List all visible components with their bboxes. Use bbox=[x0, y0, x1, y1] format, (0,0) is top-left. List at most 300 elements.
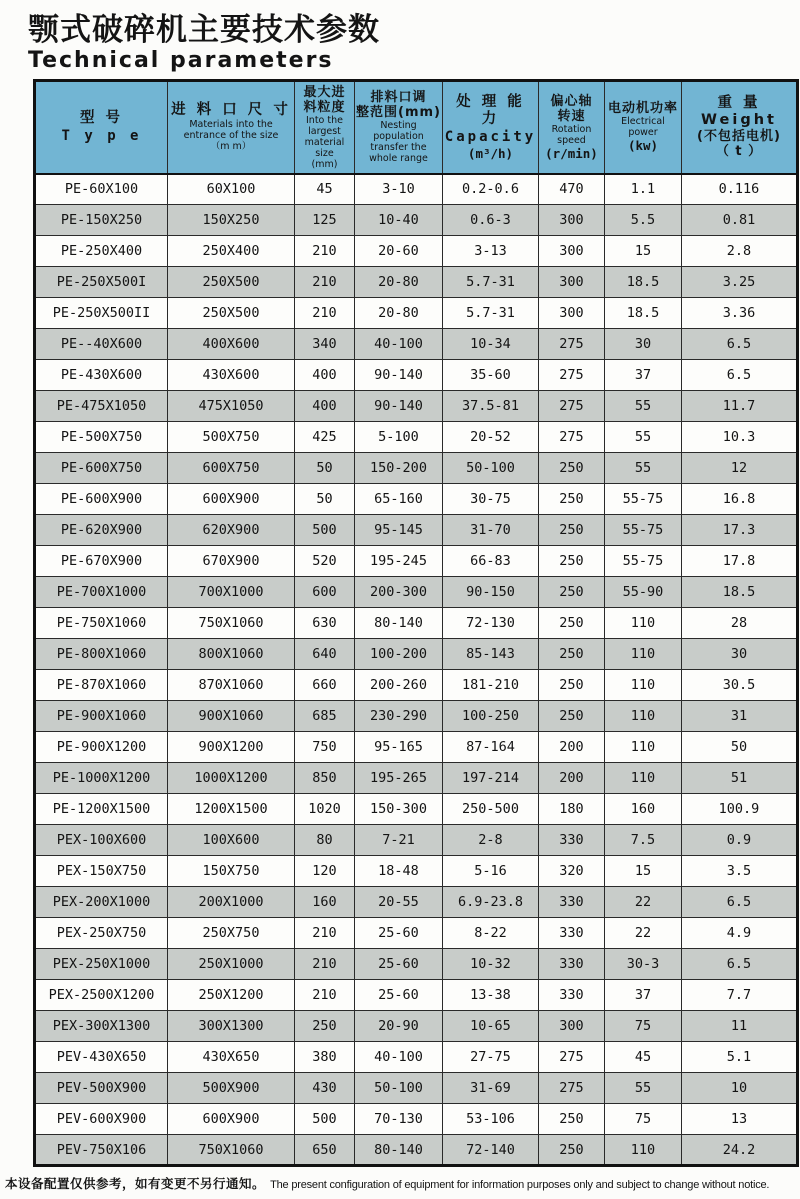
value-cell: 110 bbox=[605, 639, 682, 670]
col-header-feed-opening-cn: 进 料 口 尺 寸 bbox=[171, 102, 291, 119]
value-cell: 150X750 bbox=[168, 856, 295, 887]
value-cell: 13-38 bbox=[443, 980, 539, 1011]
table-row bbox=[35, 1104, 798, 1135]
model-cell: PE-670X900 bbox=[35, 546, 168, 577]
value-cell: 6.5 bbox=[682, 887, 798, 918]
value-cell: 65-160 bbox=[355, 484, 443, 515]
col-header-feed-opening bbox=[168, 80, 295, 174]
value-cell: 31-69 bbox=[443, 1073, 539, 1104]
value-cell: 22 bbox=[605, 887, 682, 918]
value-cell: 31 bbox=[682, 701, 798, 732]
value-cell: 51 bbox=[682, 763, 798, 794]
value-cell: 250-500 bbox=[443, 794, 539, 825]
value-cell: 7.7 bbox=[682, 980, 798, 1011]
value-cell: 5-100 bbox=[355, 422, 443, 453]
value-cell: 25-60 bbox=[355, 980, 443, 1011]
value-cell: 50-100 bbox=[443, 453, 539, 484]
col-header-discharge-range-en1: Nesting population bbox=[373, 120, 424, 143]
col-header-rotation-speed bbox=[539, 80, 605, 174]
col-header-rotation-speed-cn2: 转速 bbox=[557, 108, 586, 124]
value-cell: 300 bbox=[539, 236, 605, 267]
value-cell: 250 bbox=[539, 701, 605, 732]
value-cell: 210 bbox=[295, 298, 355, 329]
value-cell: 5.1 bbox=[682, 1042, 798, 1073]
value-cell: 300 bbox=[539, 205, 605, 236]
value-cell: 30-3 bbox=[605, 949, 682, 980]
col-header-feed-opening-unit: （m m） bbox=[210, 141, 252, 153]
value-cell: 250 bbox=[539, 670, 605, 701]
value-cell: 22 bbox=[605, 918, 682, 949]
value-cell: 10-40 bbox=[355, 205, 443, 236]
value-cell: 150-300 bbox=[355, 794, 443, 825]
value-cell: 660 bbox=[295, 670, 355, 701]
value-cell: 425 bbox=[295, 422, 355, 453]
model-cell: PE-150X250 bbox=[35, 205, 168, 236]
value-cell: 0.81 bbox=[682, 205, 798, 236]
model-cell: PE-1200X1500 bbox=[35, 794, 168, 825]
value-cell: 275 bbox=[539, 391, 605, 422]
value-cell: 50-100 bbox=[355, 1073, 443, 1104]
value-cell: 520 bbox=[295, 546, 355, 577]
value-cell: 3.36 bbox=[682, 298, 798, 329]
value-cell: 20-80 bbox=[355, 298, 443, 329]
value-cell: 18.5 bbox=[605, 298, 682, 329]
table-row bbox=[35, 484, 798, 515]
value-cell: 120 bbox=[295, 856, 355, 887]
value-cell: 250 bbox=[539, 484, 605, 515]
table-row bbox=[35, 732, 798, 763]
model-cell: PE-1000X1200 bbox=[35, 763, 168, 794]
value-cell: 200 bbox=[539, 763, 605, 794]
col-header-electrical-power-cn: 电动机功率 bbox=[607, 101, 678, 117]
value-cell: 250 bbox=[539, 639, 605, 670]
value-cell: 40-100 bbox=[355, 1042, 443, 1073]
value-cell: 250 bbox=[539, 608, 605, 639]
model-cell: PE--40X600 bbox=[35, 329, 168, 360]
header-row bbox=[35, 80, 798, 174]
value-cell: 18-48 bbox=[355, 856, 443, 887]
value-cell: 3.5 bbox=[682, 856, 798, 887]
col-header-rotation-speed-unit: (r/min) bbox=[545, 145, 598, 161]
value-cell: 18.5 bbox=[682, 577, 798, 608]
model-cell: PE-900X1060 bbox=[35, 701, 168, 732]
value-cell: 95-145 bbox=[355, 515, 443, 546]
value-cell: 181-210 bbox=[443, 670, 539, 701]
value-cell: 25-60 bbox=[355, 918, 443, 949]
model-cell: PEV-750X106 bbox=[35, 1135, 168, 1166]
model-cell: PE-500X750 bbox=[35, 422, 168, 453]
value-cell: 160 bbox=[605, 794, 682, 825]
value-cell: 400X600 bbox=[168, 329, 295, 360]
value-cell: 650 bbox=[295, 1135, 355, 1166]
col-header-weight bbox=[682, 80, 798, 174]
value-cell: 1000X1200 bbox=[168, 763, 295, 794]
value-cell: 55-75 bbox=[605, 515, 682, 546]
value-cell: 685 bbox=[295, 701, 355, 732]
value-cell: 330 bbox=[539, 825, 605, 856]
value-cell: 250 bbox=[539, 1104, 605, 1135]
value-cell: 10-34 bbox=[443, 329, 539, 360]
footer-note-english: The present configuration of equipment for information purposes only and subject to change without notice. bbox=[270, 1179, 770, 1192]
model-cell: PE-600X750 bbox=[35, 453, 168, 484]
value-cell: 5.7-31 bbox=[443, 267, 539, 298]
footer-note bbox=[5, 1173, 800, 1192]
value-cell: 100X600 bbox=[168, 825, 295, 856]
table-row bbox=[35, 174, 798, 205]
value-cell: 20-80 bbox=[355, 267, 443, 298]
value-cell: 30.5 bbox=[682, 670, 798, 701]
col-header-capacity-unit: (m³/h) bbox=[467, 145, 514, 161]
value-cell: 750 bbox=[295, 732, 355, 763]
value-cell: 125 bbox=[295, 205, 355, 236]
value-cell: 3-10 bbox=[355, 174, 443, 205]
value-cell: 470 bbox=[539, 174, 605, 205]
value-cell: 0.2-0.6 bbox=[443, 174, 539, 205]
value-cell: 11.7 bbox=[682, 391, 798, 422]
value-cell: 55 bbox=[605, 391, 682, 422]
page-title-chinese: 颚式破碎机主要技术参数 bbox=[28, 12, 380, 48]
value-cell: 230-290 bbox=[355, 701, 443, 732]
value-cell: 275 bbox=[539, 422, 605, 453]
value-cell: 3-13 bbox=[443, 236, 539, 267]
table-row bbox=[35, 1011, 798, 1042]
col-header-max-feed-size-cn1: 最大进 bbox=[303, 84, 346, 100]
value-cell: 17.3 bbox=[682, 515, 798, 546]
value-cell: 630 bbox=[295, 608, 355, 639]
col-header-max-feed-size-cn2: 料粒度 bbox=[303, 99, 346, 115]
value-cell: 5.7-31 bbox=[443, 298, 539, 329]
value-cell: 250X1000 bbox=[168, 949, 295, 980]
model-cell: PE-250X500I bbox=[35, 267, 168, 298]
value-cell: 340 bbox=[295, 329, 355, 360]
value-cell: 500 bbox=[295, 515, 355, 546]
value-cell: 600X900 bbox=[168, 484, 295, 515]
model-cell: PEV-430X650 bbox=[35, 1042, 168, 1073]
value-cell: 475X1050 bbox=[168, 391, 295, 422]
value-cell: 430X600 bbox=[168, 360, 295, 391]
value-cell: 430 bbox=[295, 1073, 355, 1104]
value-cell: 75 bbox=[605, 1104, 682, 1135]
value-cell: 90-150 bbox=[443, 577, 539, 608]
value-cell: 110 bbox=[605, 670, 682, 701]
table-row bbox=[35, 980, 798, 1011]
value-cell: 2.8 bbox=[682, 236, 798, 267]
value-cell: 30-75 bbox=[443, 484, 539, 515]
value-cell: 250 bbox=[539, 515, 605, 546]
table-row bbox=[35, 515, 798, 546]
value-cell: 620X900 bbox=[168, 515, 295, 546]
value-cell: 53-106 bbox=[443, 1104, 539, 1135]
value-cell: 2-8 bbox=[443, 825, 539, 856]
value-cell: 20-90 bbox=[355, 1011, 443, 1042]
value-cell: 10.3 bbox=[682, 422, 798, 453]
table-row bbox=[35, 856, 798, 887]
table-row bbox=[35, 887, 798, 918]
value-cell: 1020 bbox=[295, 794, 355, 825]
value-cell: 210 bbox=[295, 236, 355, 267]
value-cell: 700X1000 bbox=[168, 577, 295, 608]
value-cell: 110 bbox=[605, 701, 682, 732]
value-cell: 250 bbox=[295, 1011, 355, 1042]
value-cell: 210 bbox=[295, 918, 355, 949]
value-cell: 0.6-3 bbox=[443, 205, 539, 236]
value-cell: 110 bbox=[605, 732, 682, 763]
value-cell: 20-52 bbox=[443, 422, 539, 453]
value-cell: 37.5-81 bbox=[443, 391, 539, 422]
table-row bbox=[35, 391, 798, 422]
value-cell: 4.9 bbox=[682, 918, 798, 949]
value-cell: 6.5 bbox=[682, 949, 798, 980]
value-cell: 80-140 bbox=[355, 608, 443, 639]
value-cell: 50 bbox=[295, 453, 355, 484]
value-cell: 110 bbox=[605, 608, 682, 639]
footer-note-chinese: 本设备配置仅供参考，如有变更不另行通知。 bbox=[5, 1176, 266, 1192]
col-header-max-feed-size-unit: (mm) bbox=[311, 158, 338, 170]
value-cell: 18.5 bbox=[605, 267, 682, 298]
value-cell: 60X100 bbox=[168, 174, 295, 205]
table-row bbox=[35, 763, 798, 794]
value-cell: 330 bbox=[539, 887, 605, 918]
value-cell: 400 bbox=[295, 391, 355, 422]
value-cell: 200X1000 bbox=[168, 887, 295, 918]
model-cell: PEX-150X750 bbox=[35, 856, 168, 887]
table-row bbox=[35, 329, 798, 360]
value-cell: 210 bbox=[295, 949, 355, 980]
value-cell: 150-200 bbox=[355, 453, 443, 484]
value-cell: 900X1200 bbox=[168, 732, 295, 763]
value-cell: 100.9 bbox=[682, 794, 798, 825]
value-cell: 320 bbox=[539, 856, 605, 887]
value-cell: 400 bbox=[295, 360, 355, 391]
value-cell: 800X1060 bbox=[168, 639, 295, 670]
table-row bbox=[35, 546, 798, 577]
col-header-capacity bbox=[443, 80, 539, 174]
model-cell: PE-700X1000 bbox=[35, 577, 168, 608]
title-block bbox=[0, 0, 800, 79]
value-cell: 275 bbox=[539, 1073, 605, 1104]
col-header-discharge-range-en2: transfer the bbox=[370, 142, 427, 154]
table-row bbox=[35, 267, 798, 298]
value-cell: 300X1300 bbox=[168, 1011, 295, 1042]
value-cell: 90-140 bbox=[355, 391, 443, 422]
model-cell: PEX-200X1000 bbox=[35, 887, 168, 918]
value-cell: 27-75 bbox=[443, 1042, 539, 1073]
table-row bbox=[35, 1073, 798, 1104]
model-cell: PEX-250X750 bbox=[35, 918, 168, 949]
model-cell: PE-430X600 bbox=[35, 360, 168, 391]
model-cell: PEX-300X1300 bbox=[35, 1011, 168, 1042]
value-cell: 20-55 bbox=[355, 887, 443, 918]
value-cell: 250X400 bbox=[168, 236, 295, 267]
col-header-capacity-cn: 处 理 能 力 bbox=[456, 93, 525, 127]
col-header-max-feed-size bbox=[295, 80, 355, 174]
value-cell: 30 bbox=[605, 329, 682, 360]
technical-parameters-table bbox=[33, 79, 799, 1168]
value-cell: 900X1060 bbox=[168, 701, 295, 732]
value-cell: 37 bbox=[605, 360, 682, 391]
value-cell: 600X750 bbox=[168, 453, 295, 484]
value-cell: 20-60 bbox=[355, 236, 443, 267]
value-cell: 210 bbox=[295, 980, 355, 1011]
value-cell: 28 bbox=[682, 608, 798, 639]
value-cell: 55 bbox=[605, 1073, 682, 1104]
value-cell: 55-75 bbox=[605, 546, 682, 577]
value-cell: 5-16 bbox=[443, 856, 539, 887]
value-cell: 45 bbox=[295, 174, 355, 205]
value-cell: 5.5 bbox=[605, 205, 682, 236]
table-row bbox=[35, 794, 798, 825]
col-header-discharge-range-cn2: 整范围(mm) bbox=[356, 105, 441, 121]
col-header-capacity-en: Capacity bbox=[444, 128, 537, 145]
value-cell: 17.8 bbox=[682, 546, 798, 577]
value-cell: 380 bbox=[295, 1042, 355, 1073]
model-cell: PE-250X500II bbox=[35, 298, 168, 329]
model-cell: PEV-500X900 bbox=[35, 1073, 168, 1104]
value-cell: 110 bbox=[605, 1135, 682, 1166]
col-header-discharge-range-en3: whole range bbox=[369, 153, 428, 165]
value-cell: 55-90 bbox=[605, 577, 682, 608]
value-cell: 30 bbox=[682, 639, 798, 670]
value-cell: 300 bbox=[539, 298, 605, 329]
table-row bbox=[35, 825, 798, 856]
value-cell: 750X1060 bbox=[168, 608, 295, 639]
value-cell: 150X250 bbox=[168, 205, 295, 236]
col-header-electrical-power-unit: (kw) bbox=[627, 138, 659, 154]
value-cell: 200 bbox=[539, 732, 605, 763]
value-cell: 195-245 bbox=[355, 546, 443, 577]
value-cell: 850 bbox=[295, 763, 355, 794]
value-cell: 500X750 bbox=[168, 422, 295, 453]
col-header-rotation-speed-cn1: 偏心轴 bbox=[550, 93, 593, 109]
model-cell: PE-900X1200 bbox=[35, 732, 168, 763]
value-cell: 200-260 bbox=[355, 670, 443, 701]
col-header-type-cn: 型 号 bbox=[79, 109, 124, 126]
value-cell: 300 bbox=[539, 267, 605, 298]
value-cell: 110 bbox=[605, 763, 682, 794]
value-cell: 200-300 bbox=[355, 577, 443, 608]
model-cell: PE-800X1060 bbox=[35, 639, 168, 670]
value-cell: 55 bbox=[605, 422, 682, 453]
value-cell: 600X900 bbox=[168, 1104, 295, 1135]
value-cell: 250 bbox=[539, 453, 605, 484]
value-cell: 430X650 bbox=[168, 1042, 295, 1073]
value-cell: 600 bbox=[295, 577, 355, 608]
value-cell: 0.116 bbox=[682, 174, 798, 205]
value-cell: 16.8 bbox=[682, 484, 798, 515]
value-cell: 80 bbox=[295, 825, 355, 856]
value-cell: 72-130 bbox=[443, 608, 539, 639]
value-cell: 3.25 bbox=[682, 267, 798, 298]
value-cell: 250 bbox=[539, 1135, 605, 1166]
value-cell: 300 bbox=[539, 1011, 605, 1042]
value-cell: 72-140 bbox=[443, 1135, 539, 1166]
model-cell: PEX-250X1000 bbox=[35, 949, 168, 980]
model-cell: PE-60X100 bbox=[35, 174, 168, 205]
table-row bbox=[35, 236, 798, 267]
model-cell: PE-750X1060 bbox=[35, 608, 168, 639]
value-cell: 37 bbox=[605, 980, 682, 1011]
table-row bbox=[35, 205, 798, 236]
table-row bbox=[35, 949, 798, 980]
table-row bbox=[35, 453, 798, 484]
value-cell: 250 bbox=[539, 577, 605, 608]
model-cell: PEX-100X600 bbox=[35, 825, 168, 856]
value-cell: 670X900 bbox=[168, 546, 295, 577]
col-header-electrical-power bbox=[605, 80, 682, 174]
col-header-electrical-power-en: Electrical power bbox=[621, 116, 665, 139]
model-cell: PE-250X400 bbox=[35, 236, 168, 267]
value-cell: 12 bbox=[682, 453, 798, 484]
value-cell: 500X900 bbox=[168, 1073, 295, 1104]
value-cell: 40-100 bbox=[355, 329, 443, 360]
value-cell: 870X1060 bbox=[168, 670, 295, 701]
value-cell: 8-22 bbox=[443, 918, 539, 949]
table-row bbox=[35, 1042, 798, 1073]
value-cell: 50 bbox=[295, 484, 355, 515]
col-header-max-feed-size-en1: Into the largest bbox=[306, 114, 343, 137]
value-cell: 275 bbox=[539, 360, 605, 391]
table-row bbox=[35, 298, 798, 329]
value-cell: 197-214 bbox=[443, 763, 539, 794]
value-cell: 45 bbox=[605, 1042, 682, 1073]
value-cell: 50 bbox=[682, 732, 798, 763]
col-header-weight-cn1: 重 量 Weight bbox=[701, 95, 777, 129]
col-header-weight-cn2: (不包括电机) bbox=[697, 129, 781, 145]
value-cell: 100-250 bbox=[443, 701, 539, 732]
value-cell: 1200X1500 bbox=[168, 794, 295, 825]
value-cell: 75 bbox=[605, 1011, 682, 1042]
table-row bbox=[35, 639, 798, 670]
value-cell: 35-60 bbox=[443, 360, 539, 391]
table-row bbox=[35, 577, 798, 608]
col-header-discharge-range bbox=[355, 80, 443, 174]
col-header-discharge-range-cn1: 排料口调 bbox=[370, 90, 427, 106]
value-cell: 55-75 bbox=[605, 484, 682, 515]
value-cell: 500 bbox=[295, 1104, 355, 1135]
value-cell: 6.5 bbox=[682, 329, 798, 360]
value-cell: 750X1060 bbox=[168, 1135, 295, 1166]
value-cell: 275 bbox=[539, 1042, 605, 1073]
value-cell: 7.5 bbox=[605, 825, 682, 856]
value-cell: 95-165 bbox=[355, 732, 443, 763]
model-cell: PE-620X900 bbox=[35, 515, 168, 546]
value-cell: 70-130 bbox=[355, 1104, 443, 1135]
table-row bbox=[35, 670, 798, 701]
value-cell: 13 bbox=[682, 1104, 798, 1135]
table-row bbox=[35, 701, 798, 732]
model-cell: PEX-2500X1200 bbox=[35, 980, 168, 1011]
value-cell: 10-32 bbox=[443, 949, 539, 980]
col-header-weight-unit: （ t ） bbox=[715, 144, 763, 160]
col-header-type bbox=[35, 80, 168, 174]
value-cell: 250X500 bbox=[168, 298, 295, 329]
page-title-english: Technical parameters bbox=[28, 47, 334, 73]
value-cell: 330 bbox=[539, 949, 605, 980]
col-header-type-en: T y p e bbox=[61, 127, 142, 144]
table-row bbox=[35, 608, 798, 639]
model-cell: PEV-600X900 bbox=[35, 1104, 168, 1135]
value-cell: 10-65 bbox=[443, 1011, 539, 1042]
value-cell: 24.2 bbox=[682, 1135, 798, 1166]
value-cell: 31-70 bbox=[443, 515, 539, 546]
value-cell: 640 bbox=[295, 639, 355, 670]
value-cell: 210 bbox=[295, 267, 355, 298]
value-cell: 250X1200 bbox=[168, 980, 295, 1011]
value-cell: 250X500 bbox=[168, 267, 295, 298]
value-cell: 250 bbox=[539, 546, 605, 577]
value-cell: 85-143 bbox=[443, 639, 539, 670]
value-cell: 275 bbox=[539, 329, 605, 360]
